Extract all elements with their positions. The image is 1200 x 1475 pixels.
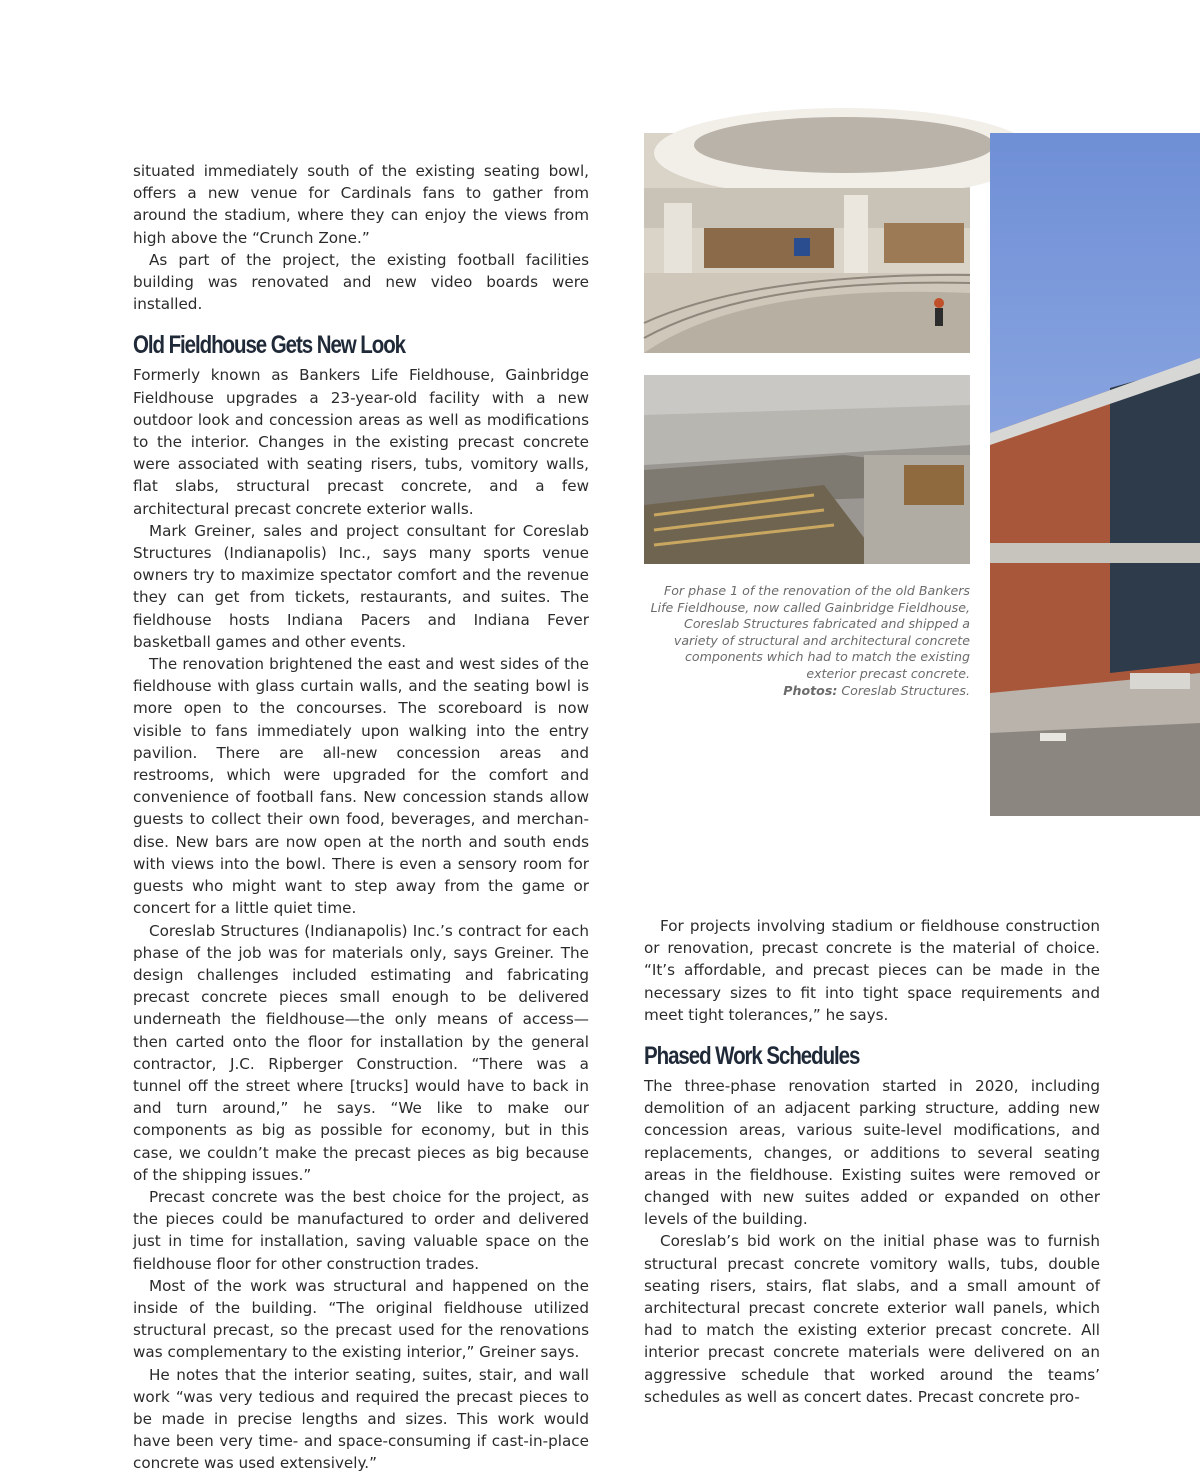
body-paragraph: The renovation brightened the east and west sides of the fieldhouse with glass curtain walls, and the seating bowl is more open to the concourses. The scoreboard is now visible to fans immediately upon walking into the entry pavilion. There are all-new concession areas and restrooms, which were upgraded for the comfort and convenience of football fans. New concession stands allow guests to collect their own food, beverages, and merchandise. New bars are now open at the north and south ends with views into the bowl. There is even a sensory room for guests who might want to step away from the game or concert for a little quiet time. xyxy=(133,655,589,918)
body-paragraph: Formerly known as Bankers Life Fieldhouse, Gainbridge Fieldhouse upgrades a 23-year-old facility with a new outdoor look and concession areas as well as modifications to the interior. Changes in the existing precast concrete were associated with seating risers, tubs, vomitory walls, flat slabs, structural precast concrete, and a few architectural precast concrete exterior walls. xyxy=(133,366,589,518)
right-column xyxy=(644,915,1100,1408)
exterior-photo xyxy=(990,133,1200,816)
photo-caption xyxy=(644,583,970,699)
right-intro-paragraph: For projects involving stadium or fieldhouse construction or renovation, precast concrete is the material of choice. “It’s affordable, and precast pieces can be made in the necessary sizes to fit into tight space requirements and meet tight tolerances,” he says. xyxy=(644,917,1100,1024)
body-paragraph: He notes that the interior seating, suites, stair, and wall work “was very tedious and required the precast pieces to be made in precise lengths and sizes. This work would have been very time- and space-consuming if cast-in-place concrete was used extensively.” xyxy=(133,1365,589,1473)
section-heading-phased-work: Phased Work Schedules xyxy=(644,1042,860,1071)
caption-credit-name: Coreslab Structures. xyxy=(841,682,970,698)
body-paragraph: Mark Greiner, sales and project consultant for Coreslab Structures (Indianapolis) Inc., says many sports venue owners try to maximize spectator comfort and the revenue they can get from tickets, restaurants, and suites. The fieldhouse hosts Indiana Pacers and Indiana Fever basketball games and other events. xyxy=(133,521,589,651)
body-paragraph: Most of the work was structural and happened on the inside of the building. “The original fieldhouse utilized structural precast, so the precast used for the renovations was complementary to the existing interior,” Greiner says. xyxy=(133,1276,589,1362)
construction-photo xyxy=(644,375,970,564)
section-heading-old-fieldhouse: Old Fieldhouse Gets New Look xyxy=(133,331,406,360)
intro-paragraph-2: As part of the project, the existing football facilities building was renovated and new video boards were installed. xyxy=(133,250,589,314)
intro-paragraph-1: situated immediately south of the existing seating bowl, offers a new venue for Cardinals fans to gather from around the stadium, where they can enjoy the views from high above the “Crunch Zone.” xyxy=(133,162,589,247)
body-paragraph: The three-phase renovation started in 2020, including demolition of an adjacent parking structure, adding new concession areas, various suite-level modifications, and replacements, changes, or additions to several seating areas in the fieldhouse. Existing suites were removed or changed with new suites added or expanded on other levels of the building. xyxy=(644,1077,1100,1229)
left-column xyxy=(133,160,589,1475)
body-paragraph: Coreslab Structures (Indianapolis) Inc.’s contract for each phase of the job was for materials only, says Greiner. The design challenges included estimating and fabricating precast concrete pieces small enough to be delivered underneath the fieldhouse—the only means of access—then carted onto the floor for installation by the general contractor, J.C. Ripberger Construction. “There was a tunnel off the street where [trucks] would have to back in and turn around,” he says. “We like to make our components as big as possible for economy, but in this case, we couldn’t make the precast pieces as big because of the shipping issues.” xyxy=(133,921,589,1184)
caption-text: For phase 1 of the renovation of the old Bankers Life Fieldhouse, now called Gainbridge Fieldhouse, Coreslab Structures fabricated and shipped a variety of structural and architectural concrete components which had to match the existing exterior precast concrete. xyxy=(650,583,970,681)
construction-photo-image xyxy=(644,375,970,564)
caption-credit-label: Photos: xyxy=(783,682,838,698)
concourse-photo xyxy=(644,133,970,353)
body-paragraph: Precast concrete was the best choice for the project, as the pieces could be manufactured to order and delivered just in time for installation, saving valuable space on the fieldhouse floor for other construction trades. xyxy=(133,1187,589,1273)
body-paragraph: Coreslab’s bid work on the initial phase was to furnish structural precast concrete vomitory walls, tubs, double seating risers, stairs, flat slabs, and a small amount of architectural precast concrete exterior wall panels, which had to match the existing exterior precast concrete. All interior precast concrete materials were delivered on an aggressive schedule that worked around the teams’ schedules as well as concert dates. Precast concrete pro- xyxy=(644,1232,1100,1406)
exterior-photo-image xyxy=(990,133,1200,816)
concourse-photo-image xyxy=(644,133,970,353)
